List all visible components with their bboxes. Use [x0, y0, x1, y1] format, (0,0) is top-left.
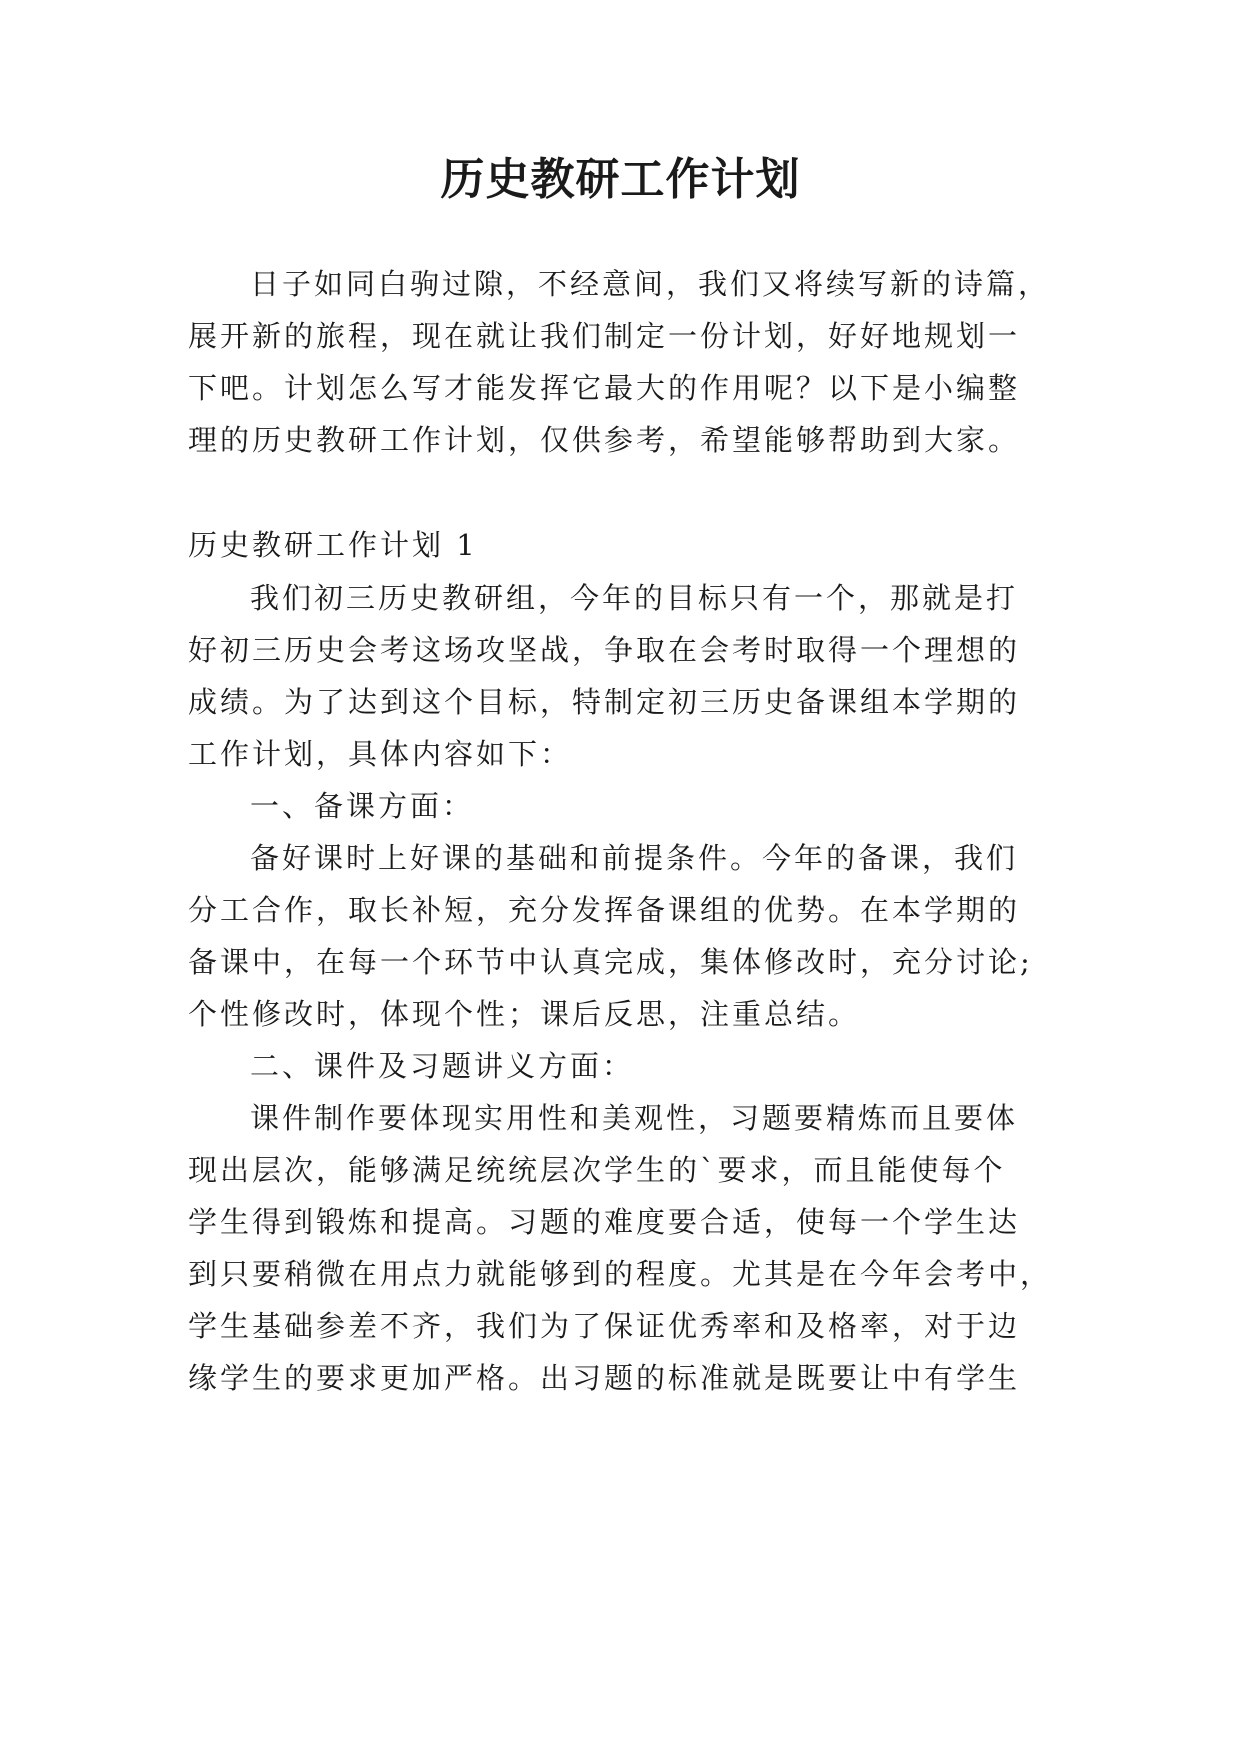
- body-line: 好初三历史会考这场攻坚战，争取在会考时取得一个理想的: [188, 633, 1021, 667]
- body-line: 分工合作，取长补短，充分发挥备课组的优势。在本学期的: [188, 893, 1021, 927]
- body-line: 到只要稍微在用点力就能够到的程度。尤其是在今年会考中，: [188, 1257, 1053, 1291]
- body-line: 课件制作要体现实用性和美观性，习题要精炼而且要体: [250, 1101, 1019, 1135]
- body-line: 成绩。为了达到这个目标，特制定初三历史备课组本学期的: [188, 685, 1021, 719]
- intro-line: 理的历史教研工作计划，仅供参考，希望能够帮助到大家。: [188, 423, 1021, 457]
- intro-line: 下吧。计划怎么写才能发挥它最大的作用呢？以下是小编整: [188, 371, 1021, 405]
- document-title: 历史教研工作计划: [440, 154, 801, 205]
- intro-line: 日子如同白驹过隙，不经意间，我们又将续写新的诗篇，: [250, 267, 1051, 301]
- body-line: 备课中，在每一个环节中认真完成，集体修改时，充分讨论;: [188, 945, 1033, 979]
- body-line: 学生基础参差不齐，我们为了保证优秀率和及格率，对于边: [188, 1309, 1021, 1343]
- body-line: 工作计划，具体内容如下：: [188, 737, 573, 771]
- body-line: 我们初三历史教研组，今年的目标只有一个，那就是打: [250, 581, 1019, 615]
- body-line: 备好课时上好课的基础和前提条件。今年的备课，我们: [250, 841, 1019, 875]
- body-line: 现出层次，能够满足统统层次学生的`要求，而且能使每个: [188, 1153, 1006, 1187]
- body-line: 学生得到锻炼和提高。习题的难度要合适，使每一个学生达: [188, 1205, 1021, 1239]
- section-heading: 历史教研工作计划 1: [188, 528, 478, 562]
- intro-line: 展开新的旅程，现在就让我们制定一份计划，好好地规划一: [188, 319, 1021, 353]
- subheading-line: 一、备课方面：: [250, 789, 475, 823]
- body-line: 个性修改时，体现个性；课后反思，注重总结。: [188, 997, 861, 1031]
- subheading-line: 二、课件及习题讲义方面：: [250, 1049, 635, 1083]
- body-line: 缘学生的要求更加严格。出习题的标准就是既要让中有学生: [188, 1361, 1021, 1395]
